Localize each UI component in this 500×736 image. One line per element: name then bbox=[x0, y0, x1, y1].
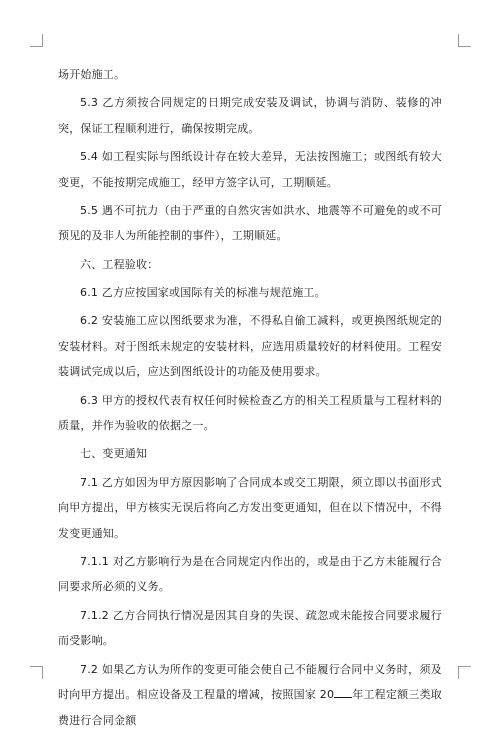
paragraph-7-1-2: 7.1.2 乙方合同执行情况是因其自身的失误、疏忽或未能按合同要求履行而受影响。 bbox=[58, 608, 442, 648]
paragraph-5-3: 5.3 乙方须按合同规定的日期完成安装及调试，协调与消防、装修的冲突，保证工程顺利进行，确保按期完成。 bbox=[58, 96, 442, 135]
section-heading-change-notice: 七、变更通知 bbox=[80, 447, 148, 461]
section-heading-acceptance: 六、工程验收： bbox=[80, 257, 159, 271]
paragraph-6-3: 6.3 甲方的授权代表有权任何时候检查乙方的相关工程质量与工程材料的质量，并作为验收的依据之一。 bbox=[58, 393, 442, 433]
crop-mark-bottom-right bbox=[458, 666, 471, 679]
paragraph-7-1: 7.1 乙方如因为甲方原因影响了合同成本或交工期限，须立即以书面形式向甲方提出，甲方核实无误后将向乙方发出变更通知，但在以下情况中，不得发变更通知。 bbox=[58, 475, 442, 540]
paragraph-5-5: 5.5 遇不可抗力（由于严重的自然灾害如洪水、地震等不可避免的或不可预见的及非人为所能控制的事件），工期顺延。 bbox=[58, 203, 442, 243]
paragraph-7-2-end: 年工程定额三类取费进行合同金额 bbox=[58, 688, 442, 727]
paragraph-7-2-start: 7.2 如果乙方认为所作的变更可能会使自己不能履行合同中义务时，须及时向甲方提出。相应设备及工程量的增减，按照国家 20 bbox=[58, 662, 442, 702]
paragraph-7-2 bbox=[58, 657, 442, 734]
document-body bbox=[58, 62, 442, 736]
crop-mark-top-left bbox=[30, 34, 43, 47]
paragraph-continuation: 场开始施工。 bbox=[58, 68, 126, 81]
paragraph-6-1: 6.1 乙方应按国家或国际有关的标准与规范施工。 bbox=[80, 285, 326, 299]
crop-mark-bottom-left bbox=[30, 666, 43, 679]
paragraph-5-4: 5.4 如工程实际与图纸设计存在较大差异，无法按图施工；或图纸有较大变更，不能按期完成施工，经甲方签字认可，工期顺延。 bbox=[58, 150, 442, 189]
year-blank bbox=[334, 685, 352, 698]
paragraph-7-1-1: 7.1.1 对乙方影响行为是在合同规定内作出的，或是由于乙方未能履行合同要求所必须的义务。 bbox=[58, 554, 442, 594]
paragraph-6-2: 6.2 安装施工应以图纸要求为准，不得私自偷工减料，或更换图纸规定的安装材料。对于图纸未规定的安装材料，应选用质量较好的材料使用。工程安装调试完成以后，应达到图纸设计的功能及使用要求。 bbox=[58, 314, 442, 379]
crop-mark-top-right bbox=[458, 34, 471, 47]
